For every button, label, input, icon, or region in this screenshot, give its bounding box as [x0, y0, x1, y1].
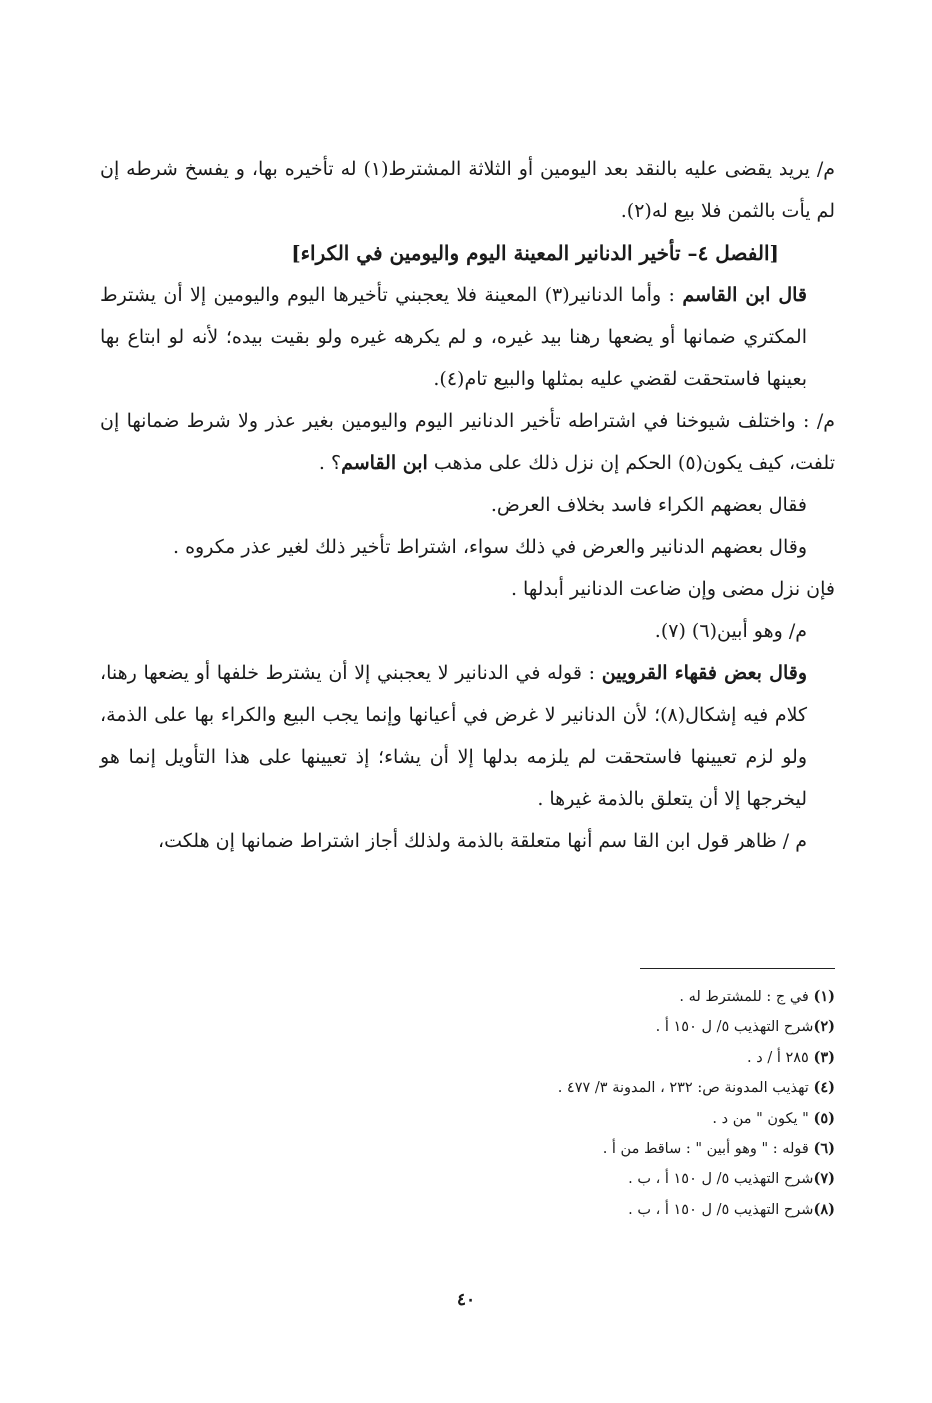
footnote-number: (٨) [813, 1200, 835, 1218]
footnote-number: (٣) [813, 1048, 835, 1066]
page-number: ٤٠ [456, 1290, 476, 1310]
paragraph-3 [100, 400, 835, 484]
section-heading: [الفصل ٤– تأخير الدنانير المعينة اليوم واليومين في الكراء] [291, 241, 779, 265]
footnote-text: " يكون " من د . [712, 1110, 814, 1127]
footnote-1 [300, 982, 835, 1012]
footnote-3 [300, 1043, 835, 1073]
paragraph-2-text: : وأما الدنانير(٣) المعينة فلا يعجبني تأخيرها اليوم واليومين إلا أن يشترط المكتري ضمانها أو يضعها رهنا بيد غيره، و لم يكرهه غيره ولو بقيت بيده؛ لأنه لو ابتاع بها بعينها فاستحقت لقضي عليه بمثلها والبيع تام(٤). [100, 284, 807, 390]
footnote-number: (٦) [813, 1140, 835, 1158]
paragraph-5: وقال بعضهم الدنانير والعرض في ذلك سواء، اشتراط تأخير ذلك لغير عذر مكروه . [173, 536, 807, 558]
paragraph-3-pre: م/ : واختلف شيوخنا في اشتراطه تأخير الدنانير اليوم واليومين بغير عذر ولا شرط ضمانها إن تلفت، كيف يكون(٥) الحكم إن نزل ذلك على مذهب [100, 410, 835, 474]
paragraph-8-text: : قوله في الدنانير لا يعجبني إلا أن يشترط خلفها أو يضعها رهنا، كلام فيه إشكال(٨)؛ لأن الدنانير لا غرض في أعيانها وإنما يجب البيع والكراء بها على الذمة، ولو لزم تعيينها فاستحقت لم يلزمه بدلها إلا أن يشاء؛ إذ تعيينها على هذا التأويل إنما هو ليخرجها إلا أن يتعلق بالذمة غيرها . [100, 662, 807, 810]
footnote-8 [300, 1195, 835, 1225]
footnote-number: (٥) [813, 1109, 835, 1127]
paragraph-1: م/ يريد يقضى عليه بالنقد بعد اليومين أو الثلاثة المشترط(١) له تأخيره بها، و يفسخ شرطه إن لم يأت بالثمن فلا بيع له(٢). [100, 158, 836, 222]
paragraph-8 [100, 652, 835, 820]
footnote-5 [300, 1104, 835, 1134]
footnote-6 [300, 1134, 835, 1164]
footnote-number: (٤) [813, 1079, 835, 1097]
footnote-text: في ج : للمشترط له . [679, 989, 814, 1005]
paragraph-4: فقال بعضهم الكراء فاسد بخلاف العرض. [490, 494, 807, 516]
footnote-text: ٢٨٥ أ / د . [747, 1049, 814, 1066]
footnote-text: شرح التهذيب ٥/ ل ١٥٠ أ ، ب . [628, 1171, 814, 1188]
paragraph-2 [100, 274, 835, 400]
footnote-number: (١) [813, 988, 835, 1005]
paragraph-8-bold: وقال بعض فقهاء القرويين [601, 662, 807, 684]
footnote-number: (٧) [813, 1170, 835, 1188]
paragraph-6: فإن نزل مضى وإن ضاعت الدنانير أبدلها . [510, 578, 835, 600]
footnote-text: تهذيب المدونة ص: ٢٣٢ ، المدونة ٣/ ٤٧٧ . [557, 1080, 814, 1097]
footnotes [300, 982, 835, 1225]
paragraph-7: م/ وهو أبين(٦) (٧). [654, 620, 807, 642]
paragraph-9: م / ظاهر قول ابن القا سم أنها متعلقة بالذمة ولذلك أجاز اشتراط ضمانها إن هلكت، [158, 830, 807, 852]
footnote-text: شرح التهذيب ٥/ ل ١٥٠ أ ، ب . [628, 1201, 814, 1218]
footnote-number: (٢) [813, 1018, 835, 1036]
footnote-4 [300, 1073, 835, 1103]
paragraph-3-post: ؟ . [318, 452, 342, 474]
footnote-2 [300, 1012, 835, 1042]
footnote-text: قوله : " وهو أبين " : ساقط من أ . [602, 1141, 814, 1158]
footnote-text: شرح التهذيب ٥/ ل ١٥٠ أ . [655, 1019, 814, 1036]
footnote-divider [640, 968, 835, 969]
footnote-7 [300, 1164, 835, 1194]
speaker-name: قال ابن القاسم [682, 284, 807, 306]
paragraph-3-bold: ابن القاسم [341, 452, 428, 474]
main-text [100, 148, 835, 862]
